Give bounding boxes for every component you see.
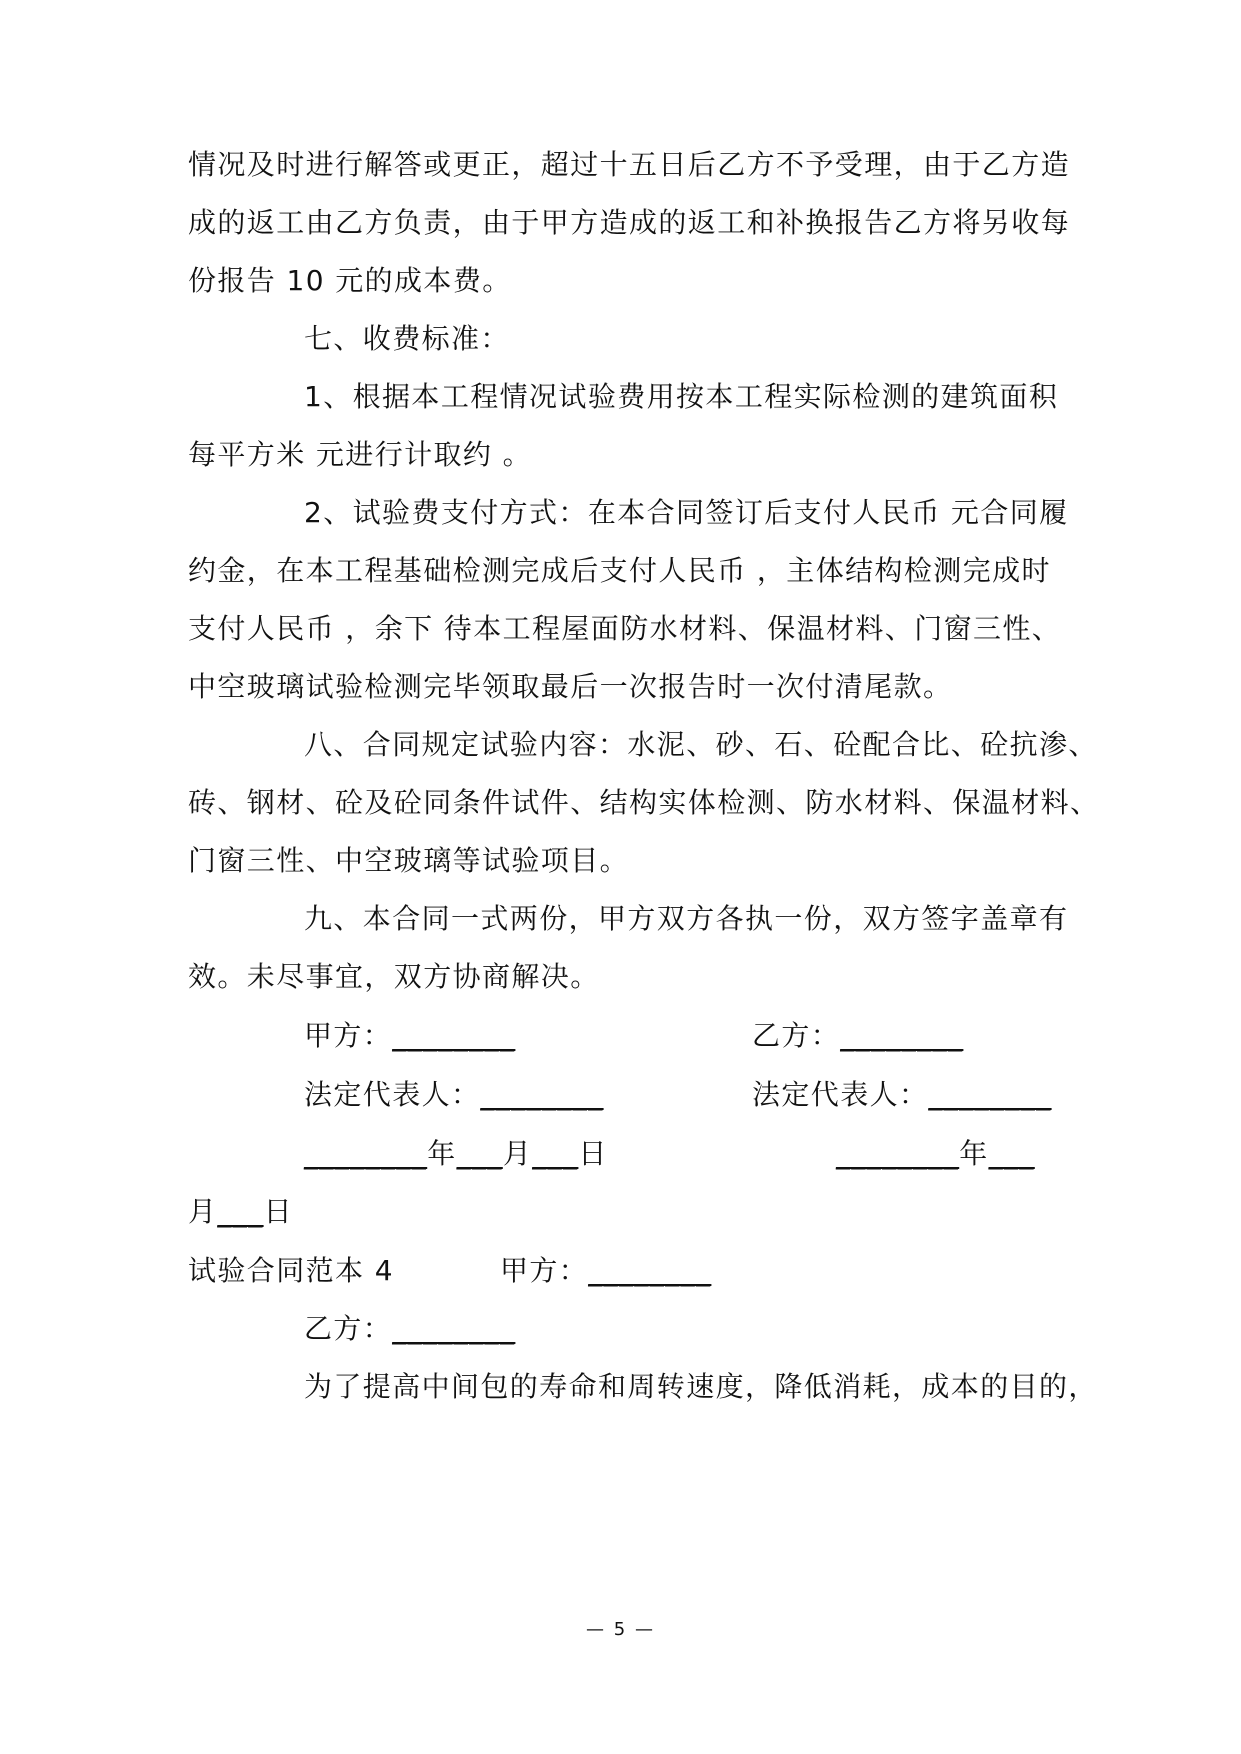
party-b-label: 乙方： (752, 1019, 841, 1052)
day-label: 日 (578, 1137, 608, 1170)
rep-blank: ________ (928, 1078, 1052, 1111)
paragraph-line: 门窗三性、中空玻璃等试验项目。 (188, 844, 630, 877)
party-b-date-continued (188, 1194, 293, 1230)
party-a-label: 甲方： (500, 1254, 589, 1287)
rep-blank: ________ (480, 1078, 604, 1111)
paragraph-line: 砖、钢材、砼及砼同条件试件、结构实体检测、防水材料、保温材料、 (188, 786, 1100, 819)
paragraph-line: 份报告 10 元的成本费。 (188, 264, 512, 297)
page-number: — 5 — (586, 1619, 655, 1640)
month-label: 月 (502, 1137, 533, 1170)
paragraph-line: 约金，在本工程基础检测完成后支付人民币 ，主体结构检测完成时 (188, 554, 1051, 587)
rep-label: 法定代表人： (752, 1078, 929, 1111)
party-a-rep (304, 1077, 604, 1113)
party-a-blank: ________ (392, 1019, 516, 1052)
party-b-date (836, 1136, 1035, 1172)
paragraph-line: 九、本合同一式两份，甲方双方各执一份，双方签字盖章有 (304, 902, 1069, 935)
paragraph-line: 八、合同规定试验内容：水泥、砂、石、砼配合比、砼抗渗、 (304, 728, 1098, 761)
party-a-date (304, 1136, 608, 1172)
paragraph-line: 效。未尽事宜，双方协商解决。 (188, 960, 600, 993)
template-4-party-a (500, 1253, 711, 1289)
paragraph-line: 情况及时进行解答或更正，超过十五日后乙方不予受理，由于乙方造 (188, 148, 1071, 181)
party-b-signature (752, 1018, 963, 1054)
template-4-title: 试验合同范本 4 (188, 1254, 394, 1287)
month-label: 月 (188, 1195, 218, 1228)
template-4-party-b (304, 1311, 515, 1347)
year-blank: ________ (836, 1137, 960, 1170)
party-a-label: 甲方： (304, 1019, 393, 1052)
paragraph-line: 每平方米 元进行计取约 。 (188, 438, 533, 471)
party-b-rep (752, 1077, 1052, 1113)
day-blank: ___ (217, 1195, 264, 1228)
day-label: 日 (263, 1195, 294, 1228)
day-blank: ___ (532, 1137, 579, 1170)
year-blank: ________ (304, 1137, 428, 1170)
year-label: 年 (427, 1137, 457, 1170)
paragraph-line: 1、根据本工程情况试验费用按本工程实际检测的建筑面积 (304, 380, 1059, 413)
month-blank: ___ (456, 1137, 503, 1170)
year-label: 年 (959, 1137, 989, 1170)
month-blank: ___ (988, 1137, 1035, 1170)
party-b-blank: ________ (392, 1312, 516, 1345)
party-a-blank: ________ (588, 1254, 712, 1287)
party-a-signature (304, 1018, 515, 1054)
party-b-blank: ________ (840, 1019, 964, 1052)
template-4-intro: 为了提高中间包的寿命和周转速度，降低消耗，成本的目的， (304, 1370, 1098, 1403)
paragraph-line: 支付人民币 ，余下 待本工程屋面防水材料、保温材料、门窗三性、 (188, 612, 1062, 645)
party-b-label: 乙方： (304, 1312, 393, 1345)
section-heading: 七、收费标准： (304, 322, 510, 355)
rep-label: 法定代表人： (304, 1078, 481, 1111)
paragraph-line: 中空玻璃试验检测完毕领取最后一次报告时一次付清尾款。 (188, 670, 953, 703)
paragraph-line: 2、试验费支付方式：在本合同签订后支付人民币 元合同履 (304, 496, 1069, 529)
paragraph-line: 成的返工由乙方负责，由于甲方造成的返工和补换报告乙方将另收每 (188, 206, 1071, 239)
